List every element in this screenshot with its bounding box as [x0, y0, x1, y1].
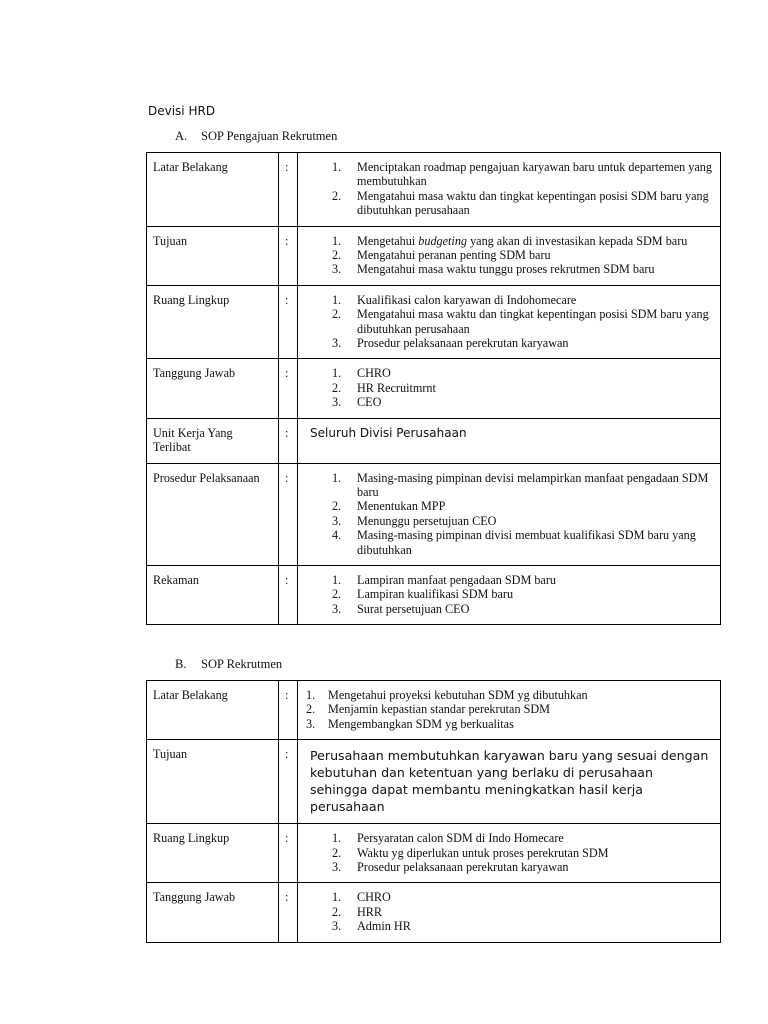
sop-table-a [146, 152, 721, 625]
list-item-text: Mengatahui masa waktu dan tingkat kepentingan posisi SDM baru yang dibutuhkan perusahaan [357, 307, 709, 336]
list-number: 3. [332, 513, 342, 528]
list-number: 2. [306, 702, 316, 717]
list-item-text: Masing-masing pimpinan devisi melampirkan manfaat pengadaan SDM baru [357, 470, 709, 499]
row-colon: : [279, 153, 298, 227]
list-item-text: Menjamin kepastian standar perekrutan SDM [328, 702, 551, 717]
numbered-list [304, 160, 715, 218]
list-number: 1. [332, 572, 342, 587]
list-item [304, 189, 715, 218]
list-item-text: Menciptakan roadmap pengajuan karyawan baru untuk departemen yang membutuhkan [357, 160, 712, 189]
section-b-title: SOP Rekrutmen [201, 657, 283, 671]
list-item-text: CHRO [357, 366, 391, 381]
row-content [298, 883, 721, 942]
row-colon: : [279, 463, 298, 565]
row-content [298, 681, 721, 740]
list-item [304, 573, 715, 587]
row-content [298, 824, 721, 883]
list-item [304, 499, 715, 513]
list-number: 2. [332, 587, 342, 602]
row-colon: : [279, 226, 298, 285]
list-item [304, 688, 715, 702]
list-number: 3. [332, 336, 342, 351]
row-label: Tanggung Jawab [147, 359, 279, 418]
list-item [304, 514, 715, 528]
list-number: 1. [332, 160, 342, 174]
section-a-letter: A. [175, 129, 188, 143]
section-b-heading [175, 657, 282, 672]
list-item-text: Mengatahui peranan penting SDM baru [357, 248, 551, 263]
list-number: 1. [332, 470, 342, 485]
list-number: 3. [306, 716, 316, 731]
table-row [147, 418, 721, 463]
row-content [298, 565, 721, 624]
table-row [147, 153, 721, 227]
list-number: 3. [332, 860, 342, 875]
list-item-text: HR Recruitmrnt [357, 380, 436, 395]
list-item [304, 471, 715, 500]
table-row [147, 463, 721, 565]
table-row [147, 681, 721, 740]
numbered-list [304, 573, 715, 616]
list-item [304, 831, 715, 845]
row-label: Prosedur Pelaksanaan [147, 463, 279, 565]
list-item [304, 307, 715, 336]
numbered-list [304, 831, 715, 874]
list-number: 1. [332, 292, 342, 307]
row-content [298, 359, 721, 418]
list-item [304, 366, 715, 380]
list-number: 2. [332, 380, 342, 395]
list-item-text: Mengetahui proyeksi kebutuhan SDM yg dibutuhkan [328, 688, 588, 702]
list-item-text: Lampiran manfaat pengadaan SDM baru [357, 572, 556, 587]
row-colon: : [279, 740, 298, 824]
list-number: 1. [332, 366, 342, 381]
list-item-text: CHRO [357, 890, 391, 905]
list-item-text: Mengatahui masa waktu dan tingkat kepentingan posisi SDM baru yang dibutuhkan perusahaan [357, 188, 709, 218]
row-content [298, 285, 721, 359]
list-item [304, 860, 715, 874]
list-item-text: Mengetahui budgeting yang akan di investasikan kepada SDM baru [357, 233, 688, 248]
numbered-list [304, 234, 715, 277]
row-colon: : [279, 565, 298, 624]
row-colon: : [279, 359, 298, 418]
table-row [147, 226, 721, 285]
numbered-list [304, 293, 715, 351]
row-label: Latar Belakang [147, 681, 279, 740]
list-item [304, 262, 715, 276]
division-title: Devisi HRD [148, 104, 216, 118]
list-item [304, 846, 715, 860]
list-item [304, 702, 715, 716]
list-item [304, 381, 715, 395]
list-item-text: Kualifikasi calon karyawan di Indohomecare [357, 292, 577, 307]
list-item [304, 293, 715, 307]
list-number: 2. [332, 188, 342, 203]
section-a-title: SOP Pengajuan Rekrutmen [201, 129, 338, 143]
table-row [147, 740, 721, 824]
list-item-text: Persyaratan calon SDM di Indo Homecare [357, 831, 564, 846]
row-content [298, 226, 721, 285]
row-label: Tanggung Jawab [147, 883, 279, 942]
list-item-text: Surat persetujuan CEO [357, 601, 470, 616]
list-number: 2. [332, 904, 342, 919]
row-content [298, 153, 721, 227]
row-text: Seluruh Divisi Perusahaan [310, 425, 467, 440]
list-number: 1. [332, 233, 342, 248]
list-item-text: Masing-masing pimpinan divisi membuat kualifikasi SDM baru yang dibutuhkan [357, 528, 696, 557]
row-label: Tujuan [147, 226, 279, 285]
list-number: 1. [332, 890, 342, 905]
row-colon: : [279, 824, 298, 883]
numbered-list [304, 471, 715, 557]
row-content [298, 418, 721, 463]
row-label: Latar Belakang [147, 153, 279, 227]
list-number: 1. [332, 831, 342, 846]
list-number: 2. [332, 248, 342, 263]
list-item [304, 528, 715, 557]
table-row [147, 359, 721, 418]
list-item-text: Admin HR [357, 919, 411, 934]
list-item [304, 602, 715, 616]
list-item-text: Waktu yg diperlukan untuk proses perekrutan SDM [357, 845, 609, 860]
list-item [304, 234, 715, 248]
table-row [147, 565, 721, 624]
row-colon: : [279, 681, 298, 740]
list-item-text: HRR [357, 904, 383, 919]
row-content [298, 740, 721, 824]
list-number: 2. [332, 499, 342, 514]
list-item [304, 160, 715, 189]
list-number: 1. [306, 688, 316, 702]
row-colon: : [279, 883, 298, 942]
row-content [298, 463, 721, 565]
list-number: 3. [332, 601, 342, 616]
list-item [304, 919, 715, 933]
list-number: 3. [332, 262, 342, 277]
list-item-text: Lampiran kualifikasi SDM baru [357, 587, 514, 602]
list-item-text: Mengembangkan SDM yg berkualitas [328, 716, 514, 731]
list-item-text: Menunggu persetujuan CEO [357, 513, 497, 528]
list-item-text: Mengatahui masa waktu tunggu proses rekrutmen SDM baru [357, 262, 655, 277]
row-label: Tujuan [147, 740, 279, 824]
row-colon: : [279, 285, 298, 359]
list-number: 2. [332, 845, 342, 860]
numbered-list [304, 890, 715, 933]
list-item-text: Menentukan MPP [357, 499, 446, 514]
section-b-letter: B. [175, 657, 187, 671]
numbered-list [304, 366, 715, 409]
row-label: Ruang Lingkup [147, 285, 279, 359]
list-item [304, 587, 715, 601]
list-number: 3. [332, 395, 342, 410]
row-label: Ruang Lingkup [147, 824, 279, 883]
table-row [147, 824, 721, 883]
list-item-text: Prosedur pelaksanaan perekrutan karyawan [357, 860, 569, 875]
list-item-text: Prosedur pelaksanaan perekrutan karyawan [357, 336, 569, 351]
row-label: Unit Kerja Yang Terlibat [147, 418, 279, 463]
list-item [304, 336, 715, 350]
list-number: 2. [332, 307, 342, 322]
list-item-text: CEO [357, 395, 382, 410]
row-colon: : [279, 418, 298, 463]
row-label: Rekaman [147, 565, 279, 624]
table-row [147, 285, 721, 359]
row-text: Perusahaan membutuhkan karyawan baru yang sesuai dengan kebutuhan dan ketentuan yang berlaku di perusahaan sehingga dapat membantu meningkatkan hasil kerja perusahaan [310, 748, 709, 815]
list-item [304, 248, 715, 262]
list-number: 3. [332, 919, 342, 934]
sop-table-b [146, 680, 721, 943]
list-item [304, 890, 715, 904]
table-row [147, 883, 721, 942]
list-item [304, 905, 715, 919]
numbered-list [304, 688, 715, 731]
list-item [304, 717, 715, 731]
list-item [304, 395, 715, 409]
list-number: 4. [332, 528, 342, 543]
section-a-heading [175, 129, 337, 144]
